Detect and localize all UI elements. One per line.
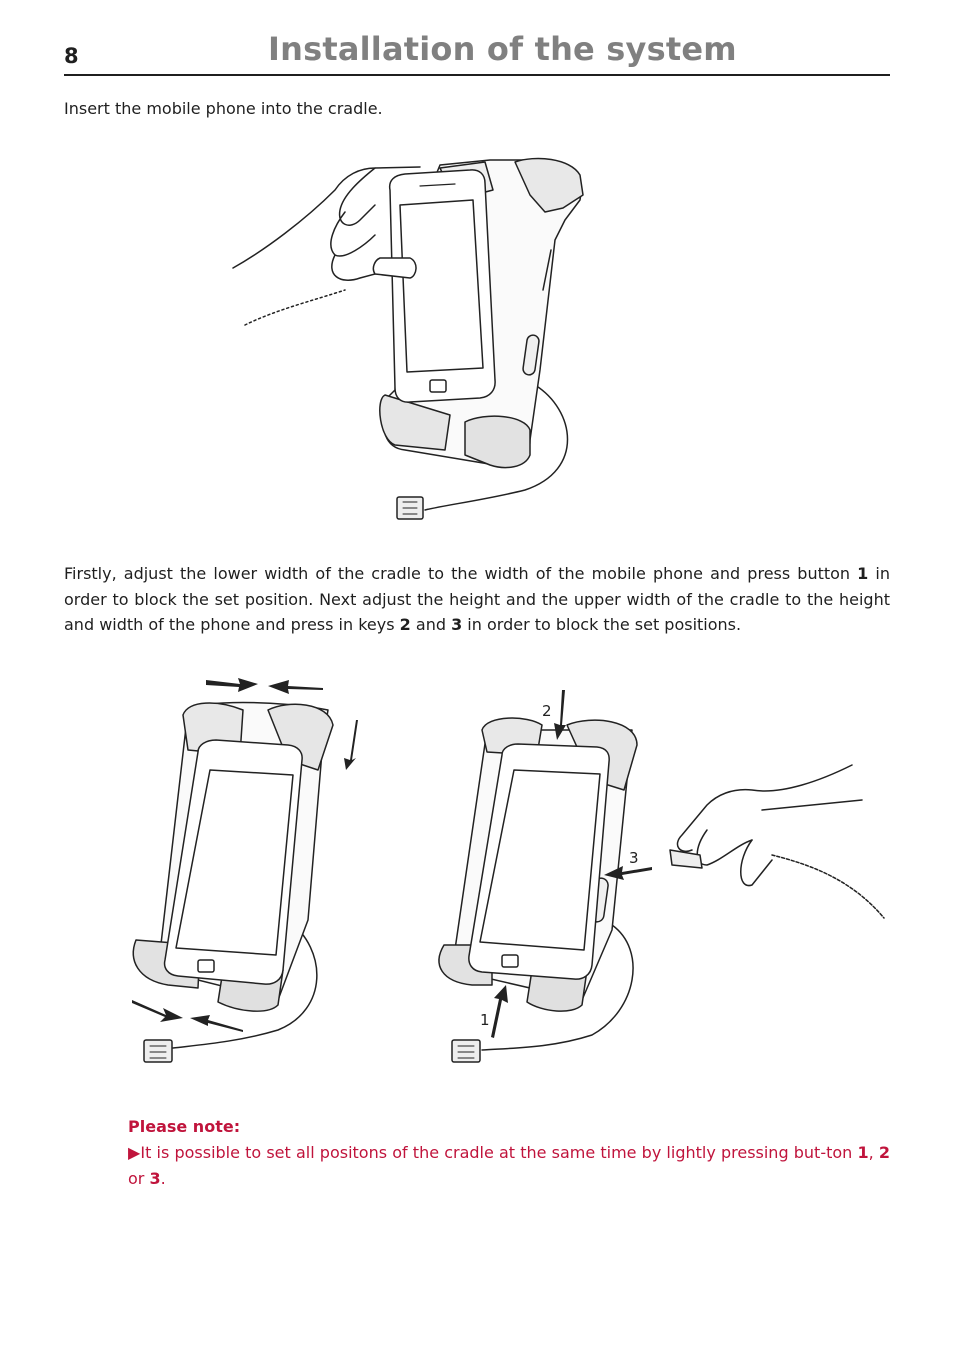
page-number: 8 — [64, 44, 79, 68]
page-title: Installation of the system — [268, 30, 737, 68]
note-box — [128, 1114, 890, 1192]
bullet-icon: ▶ — [128, 1143, 141, 1162]
note-text: ▶It is possible to set all positons of the cradle at the same time by lightly pressing but-ton 1, 2 or 3. — [128, 1143, 890, 1188]
instructions-text: Firstly, adjust the lower width of the cradle to the width of the mobile phone and press button 1 in order to block the set position. Next adjust the height and the upper width of the cradle to the height and width of the phone and press in keys 2 and 3 in order to block the set positions. — [64, 564, 890, 634]
label-key-3: 3 — [629, 849, 639, 867]
adjust-cradle-illustration — [128, 670, 368, 1070]
label-key-1: 1 — [480, 1011, 490, 1029]
key-1-ref: 1 — [857, 564, 869, 583]
intro-text: Insert the mobile phone into the cradle. — [64, 99, 383, 118]
key-2-ref: 2 — [399, 615, 411, 634]
key-3-ref: 3 — [451, 615, 463, 634]
page-header — [64, 30, 890, 76]
insert-phone-illustration — [225, 150, 585, 530]
press-keys-illustration — [432, 680, 892, 1070]
label-key-2: 2 — [542, 702, 552, 720]
note-title: Please note: — [128, 1117, 241, 1136]
